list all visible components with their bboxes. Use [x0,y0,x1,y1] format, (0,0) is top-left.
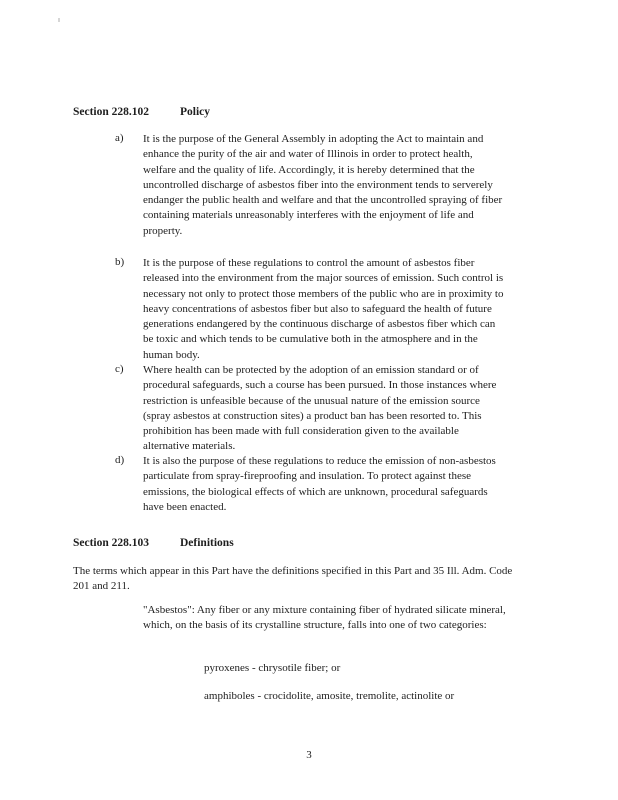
item-b-letter: b) [115,256,125,268]
asbestos-definition: "Asbestos": Any fiber or any mixture containing fiber of hydrated silicate mineral, which, on the basis of its crystalline structure, falls into one of two categories: [143,604,506,632]
definition-subitem-amphiboles: amphiboles - crocidolite, amosite, tremolite, actinolite or [204,690,455,702]
scan-mark [58,18,60,22]
section-102-number: Section 228.102 [73,106,150,118]
item-d-letter: d) [115,454,125,466]
definition-subitem-pyroxenes: pyroxenes - chrysotile fiber; or [204,662,341,674]
item-a-text: It is the purpose of the General Assembly in adopting the Act to maintain and enhance the purity of the air and water of Illinois in order to protect health, welfare and the quality of life. Accordingly, it is hereby determined that the uncontrolled discharge of asbestos fiber into the environment tends to serverely endanger the public health and welfare and that the uncontrolled spraying of fiber containing materials unreasonably interferes with the enjoyment of life and property. [143,133,503,237]
item-c-text: Where health can be protected by the adoption of an emission standard or of procedural safeguards, such a course has been pursued. In those instances where restriction is unfeasible because of the unusual nature of the emission source (spray asbestos at construction sites) a product ban has been resorted to. This prohibition has been made with full consideration given to the available alternative materials. [143,364,497,453]
item-c-letter: c) [115,363,124,375]
item-b-text: It is the purpose of these regulations to control the amount of asbestos fiber released into the environment from the major sources of emission. Such control is necessary not only to protect those members of the public who are in proximity to heavy concentrations of asbestos fiber but also to safeguard the health of future generations endangered by the continuous discharge of asbestos fiber which can be toxic and which tends to be cumulative both in the atmosphere and in the human body. [143,257,504,361]
item-d-text: It is also the purpose of these regulations to reduce the emission of non-asbestos particulate from spray-fireproofing and insulation. To protect against these emissions, the biological effects of which are unknown, procedural safeguards have been enacted. [143,455,496,513]
section-103-heading [73,537,234,549]
page-number: 3 [306,749,312,761]
section-102-title: Policy [180,106,211,118]
section-102-heading [73,106,211,118]
section-103-number: Section 228.103 [73,537,150,549]
section-103-title: Definitions [180,537,234,549]
definitions-intro: The terms which appear in this Part have the definitions specified in this Part and 35 Ill. Adm. Code 201 and 211. [73,565,513,593]
item-a-letter: a) [115,132,124,144]
